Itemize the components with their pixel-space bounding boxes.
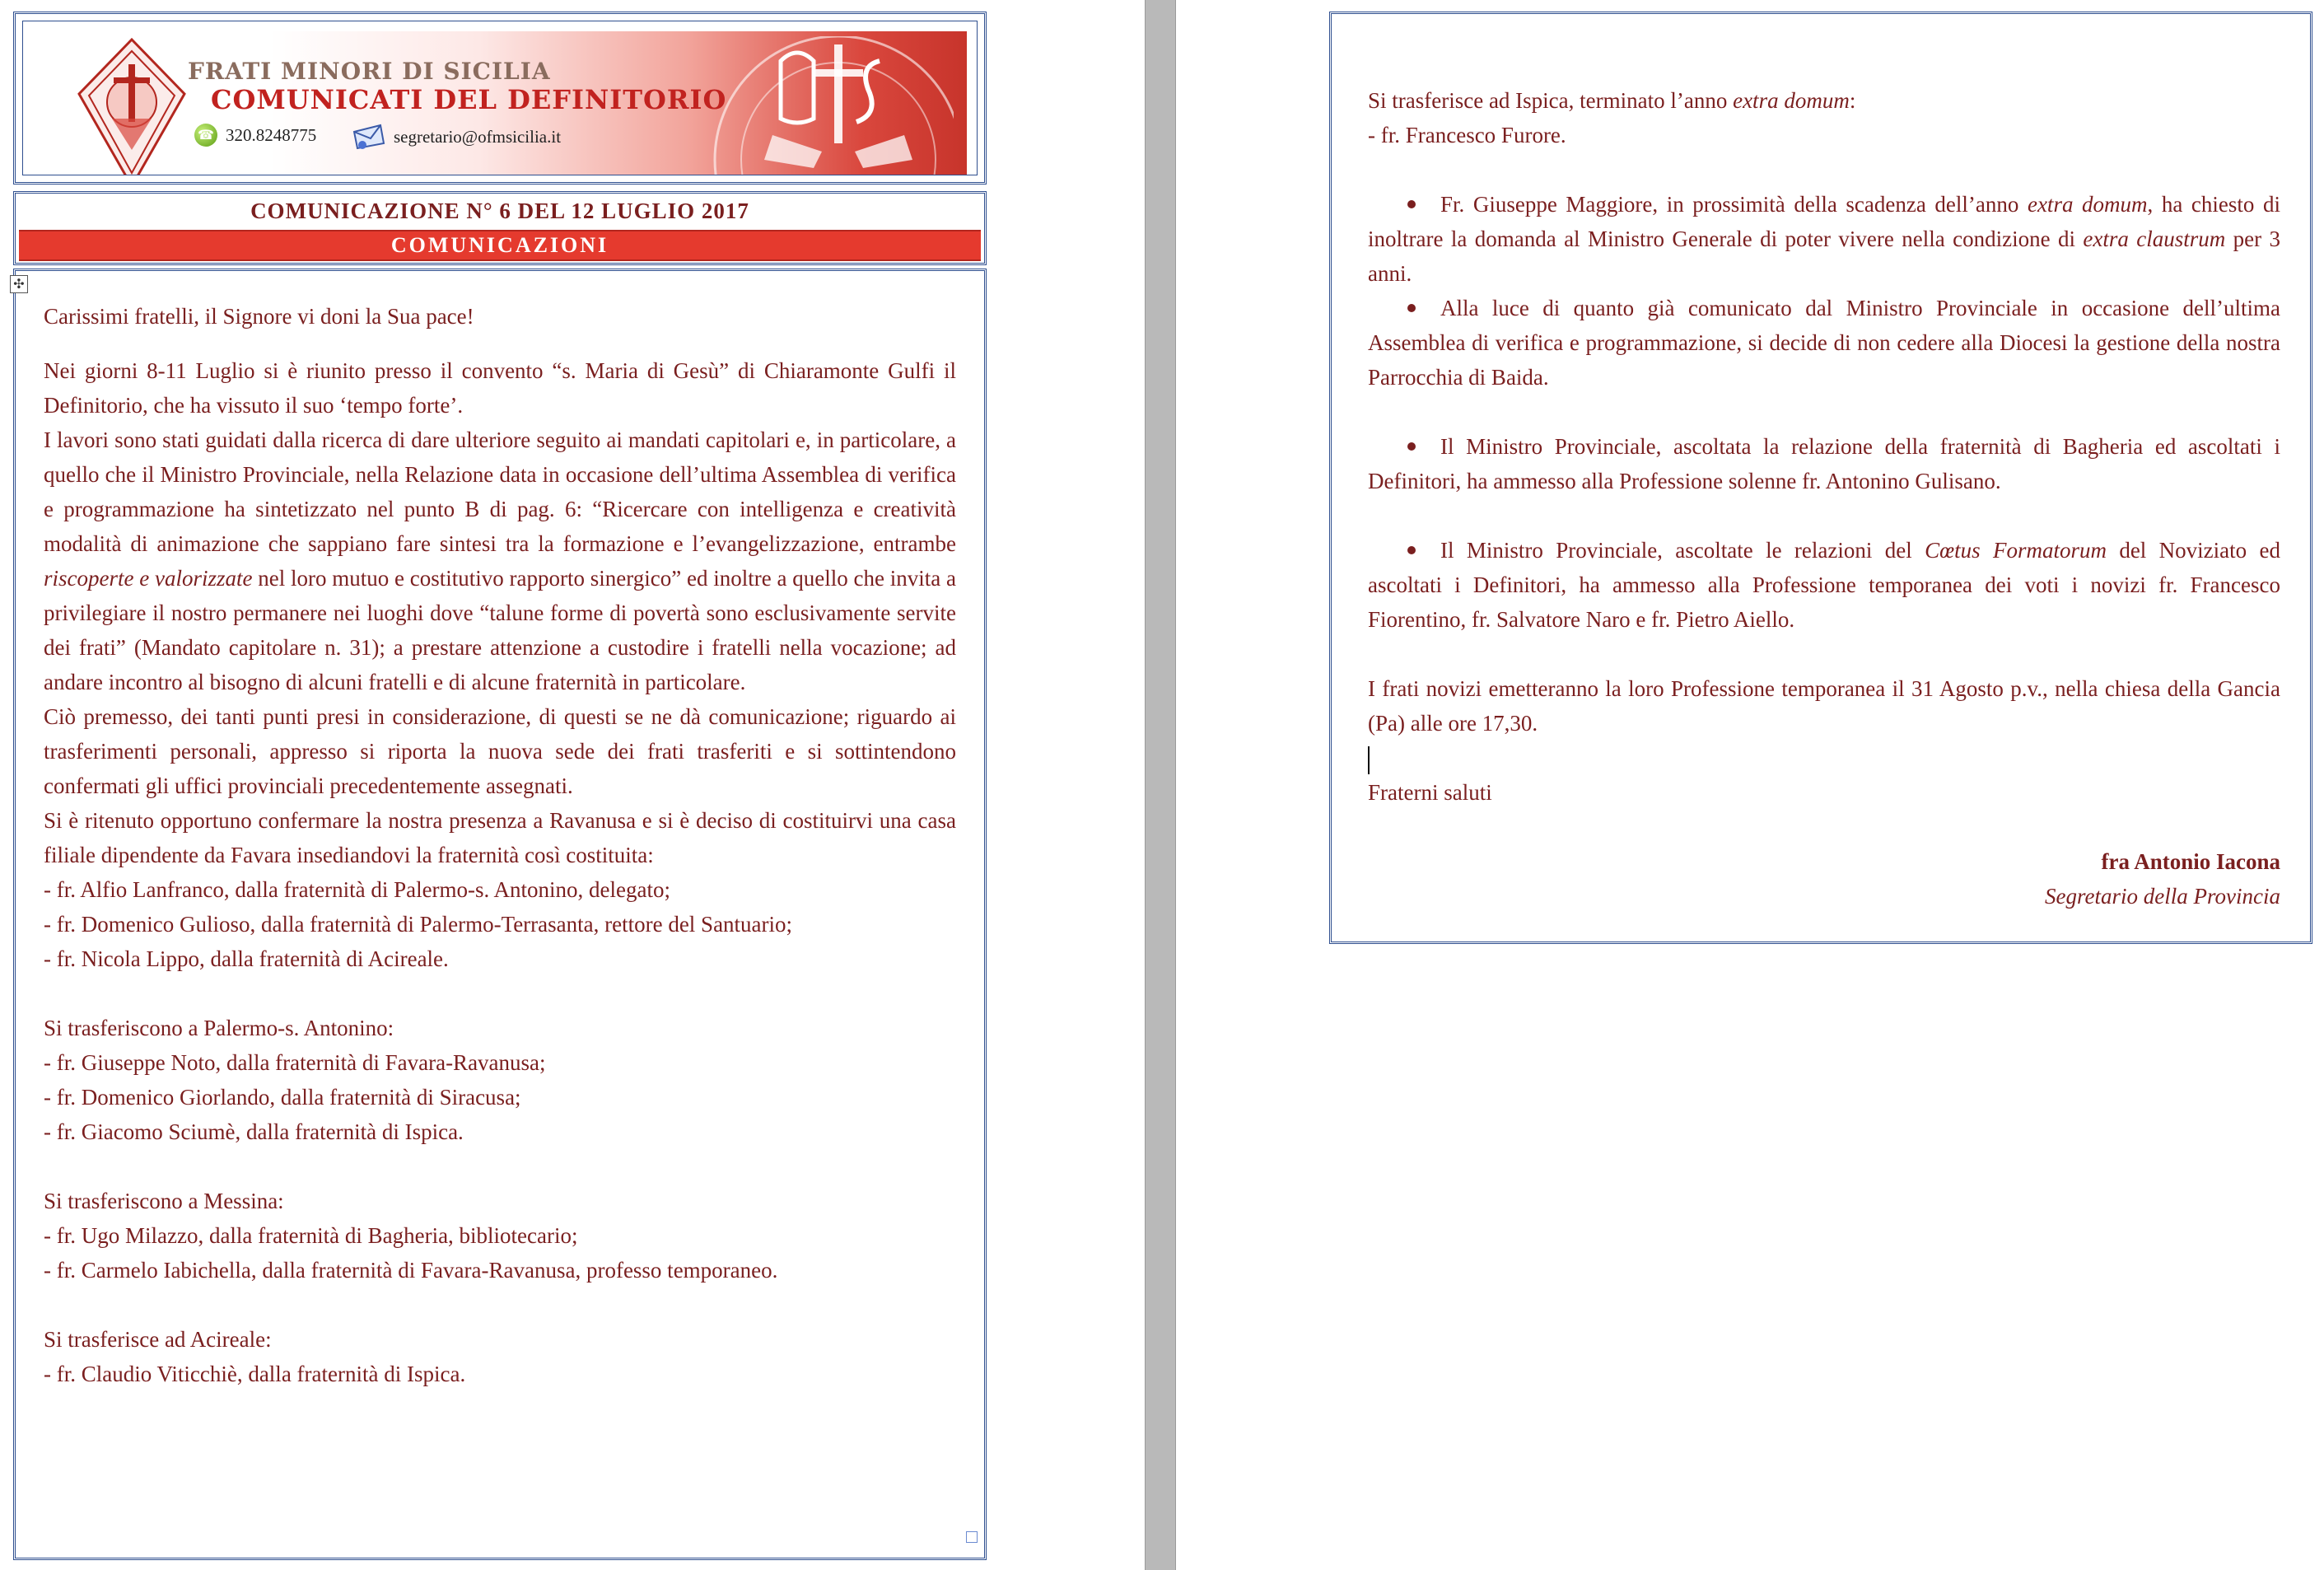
left-body-text <box>44 299 956 1391</box>
bullet-item-2 <box>1368 291 2280 395</box>
ispica-heading <box>1368 83 2280 118</box>
greeting: Carissimi fratelli, il Signore vi doni la Sua pace! <box>44 304 474 329</box>
bullet-dot-icon <box>1407 200 1416 208</box>
phone-icon: ☎ <box>194 124 217 147</box>
email-address[interactable]: segretario@ofmsicilia.it <box>394 126 562 147</box>
brand-subtitle: COMUNICATI DEL DEFINITORIO <box>211 84 727 115</box>
signature-role: Segretario della Provincia <box>2045 884 2280 909</box>
paragraph-3: Ciò premesso, dei tanti punti presi in considerazione, di questi se ne dà comunicazione; riguardo ai trasferimenti personali, appresso si riporta la nuova sede dei frati trasferiti e si sottintendono confermati gli uffici provinciali precedentemente assegnati. <box>44 704 956 798</box>
communication-band: COMUNICAZIONI <box>19 230 981 261</box>
right-page-body <box>1329 12 2312 944</box>
list-item: - fr. Domenico Giorlando, dalla fraternità di Siracusa; <box>44 1085 521 1110</box>
palermo-heading: Si trasferiscono a Palermo-s. Antonino: <box>44 1016 394 1040</box>
list-item: - fr. Nicola Lippo, dalla fraternità di Acireale. <box>44 946 449 971</box>
paragraph-2-italic: riscoperte e valorizzate <box>44 566 253 591</box>
text-cursor <box>1368 746 1370 774</box>
list-item: - fr. Carmelo Iabichella, dalla fraternità di Favara-Ravanusa, professo temporaneo. <box>44 1258 778 1283</box>
mail-icon <box>352 124 385 150</box>
bullet-3-text: Il Ministro Provinciale, ascoltata la relazione della fraternità di Bagheria ed ascoltati i Definitori, ha ammesso alla Professione solenne fr. Antonino Gulisano. <box>1368 434 2280 493</box>
bullet-1-part-c: per 3 anni. <box>1368 227 2280 286</box>
newsletter-header <box>13 12 987 185</box>
bullet-4-part-b: del Noviziato ed ascoltati i Definitori, ha ammesso alla Professione temporanea dei voti i novizi fr. Francesco Fiorentino, fr. Salvatore Naro e fr. Pietro Aiello. <box>1368 538 2280 632</box>
paragraph-2-part-b: nel loro mutuo e costitutivo rapporto sinergico” ed inoltre a quello che invita a privilegiare il nostro permanere nei luoghi dove “talune forme di povertà sono esclusivamente servite dei frati” (Mandato capitolare n. 31); a prestare attenzione a custodire i fratelli nella vocazione; ad andare incontro al bisogno di alcuni fratelli e di alcune fraternità in particolare. <box>44 566 956 694</box>
list-item: - fr. Francesco Furore. <box>1368 123 1566 147</box>
communication-header <box>13 191 987 265</box>
bullet-4-italic: Cœtus Formatorum <box>1925 538 2107 563</box>
phone-contact <box>194 124 316 147</box>
bullet-item-3 <box>1368 429 2280 498</box>
table-move-handle[interactable]: ✣ <box>10 275 28 293</box>
paragraph-2-part-a: I lavori sono stati guidati dalla ricerca di dare ulteriore seguito ai mandati capitolari e, in particolare, a quello che il Ministro Provinciale, nella Relazione data in occasione dell’ultima Assemblea di verifica e programmazione ha sintetizzato nel punto B di pag. 6: “Ricercare con intelligenza e creatività modalità di animazione che sappiano fare sintesi tra la formazione e l’evangelizzazione, entrambe <box>44 428 956 556</box>
ispica-heading-part-a: Si trasferisce ad Ispica, terminato l’anno <box>1368 88 1734 113</box>
list-item: - fr. Ugo Milazzo, dalla fraternità di Bagheria, bibliotecario; <box>44 1223 578 1248</box>
novizi-paragraph: I frati novizi emetteranno la loro Professione temporanea il 31 Agosto p.v., nella chiesa della Gancia (Pa) alle ore 17,30. <box>1368 676 2280 736</box>
bullet-dot-icon <box>1407 304 1416 312</box>
list-item: - fr. Giacomo Sciumè, dalla fraternità di Ispica. <box>44 1119 464 1144</box>
bullet-item-4 <box>1368 533 2280 637</box>
signature-name: fra Antonio Iacona <box>2101 849 2280 874</box>
right-body-text <box>1368 83 2280 913</box>
bullet-1-italic-2: extra claustrum <box>2083 227 2226 251</box>
phone-number: 320.8248775 <box>226 124 317 145</box>
paragraph-1: Nei giorni 8-11 Luglio si è riunito presso il convento “s. Maria di Gesù” di Chiaramonte Gulfi il Definitorio, che ha vissuto il suo ‘tempo forte’. <box>44 358 956 418</box>
list-item: - fr. Giuseppe Noto, dalla fraternità di Favara-Ravanusa; <box>44 1050 546 1075</box>
bullet-1-part-b: , ha chiesto di inoltrare la domanda al Ministro Generale di poter vivere nella condizione di <box>1368 192 2280 251</box>
bullet-item-1 <box>1368 187 2280 291</box>
bullet-dot-icon <box>1407 442 1416 451</box>
left-page-body <box>13 269 987 1560</box>
page-gap <box>1145 0 1176 1570</box>
ispica-heading-italic: extra domum <box>1733 88 1850 113</box>
ispica-heading-part-b: : <box>1849 88 1856 113</box>
bullet-2-text: Alla luce di quanto già comunicato dal Ministro Provinciale in occasione dell’ultima Assemblea di verifica e programmazione, si decide di non cedere alla Diocesi la gestione della nostra Parrocchia di Baida. <box>1368 296 2280 390</box>
bullet-4-part-a: Il Ministro Provinciale, ascoltate le relazioni del <box>1440 538 1925 563</box>
email-contact <box>352 124 561 150</box>
paragraph-4: Si è ritenuto opportuno confermare la nostra presenza a Ravanusa e si è deciso di costituirvi una casa filiale dipendente da Favara insediandovi la fraternità così costituita: <box>44 808 956 867</box>
table-resize-handle[interactable] <box>966 1531 978 1543</box>
bullet-1-part-a: Fr. Giuseppe Maggiore, in prossimità della scadenza dell’anno <box>1440 192 2028 217</box>
text-cursor-line[interactable] <box>1368 741 2280 775</box>
paragraph-2 <box>44 423 956 699</box>
bullet-dot-icon <box>1407 546 1416 554</box>
list-item: - fr. Domenico Gulioso, dalla fraternità di Palermo-Terrasanta, rettore del Santuario; <box>44 912 793 937</box>
province-seal-icon <box>74 36 189 175</box>
closing: Fraterni saluti <box>1368 780 1492 805</box>
communication-title: COMUNICAZIONE N° 6 DEL 12 LUGLIO 2017 <box>250 199 749 223</box>
brand-title: FRATI MINORI DI SICILIA <box>188 58 551 85</box>
acireale-heading: Si trasferisce ad Acireale: <box>44 1327 272 1352</box>
list-item: - fr. Alfio Lanfranco, dalla fraternità di Palermo-s. Antonino, delegato; <box>44 877 671 902</box>
header-inner-frame <box>22 21 978 175</box>
list-item: - fr. Claudio Viticchiè, dalla fraternità di Ispica. <box>44 1362 466 1386</box>
bullet-1-italic-1: extra domum <box>2027 192 2148 217</box>
messina-heading: Si trasferiscono a Messina: <box>44 1189 284 1213</box>
